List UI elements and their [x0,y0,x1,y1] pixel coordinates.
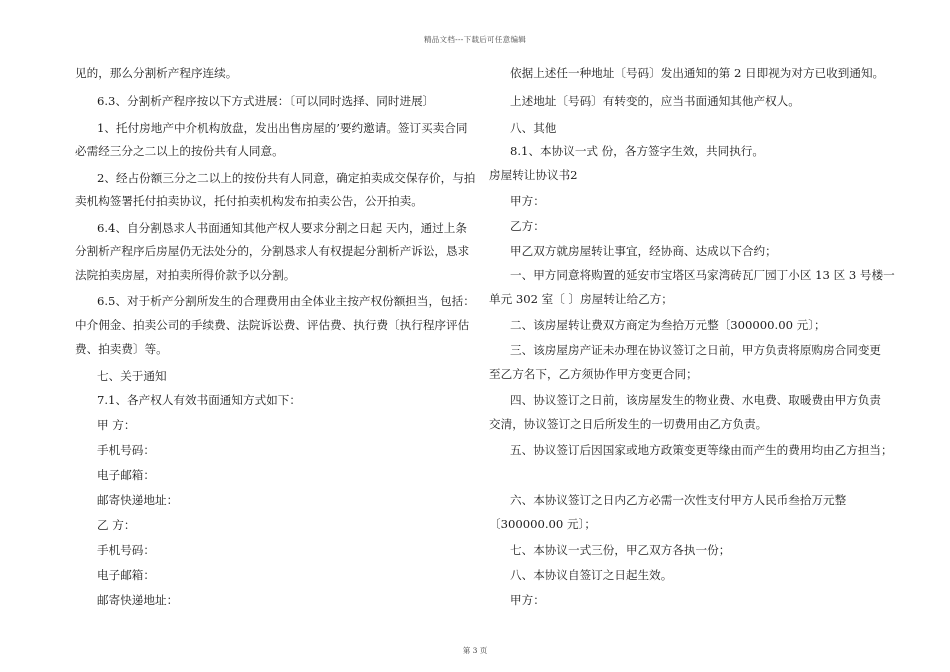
text-line: 费、拍卖费〕等。 [75,342,168,356]
text-line: 8.1、本协议一式 份，各方签字生效，共同执行。 [510,144,764,158]
text-line: 依据上述任一种地址〔号码〕发出通知的第 2 日即视为对方已收到通知。 [510,66,885,80]
text-line: 手机号码： [97,543,155,557]
text-line: 必需经三分之二以上的按份共有人同意。 [75,144,284,158]
text-line: 法院拍卖房屋，对拍卖所得价款予以分割。 [75,268,296,282]
text-line: 三、该房屋房产证未办理在协议签订之日前，甲方负责将原购房合同变更 [510,343,882,357]
text-line: 手机号码： [97,443,155,457]
text-line: 2、经占份额三分之二以上的按份共有人同意，确定拍卖成交保存价，与拍 [97,171,476,185]
text-line: 乙方： [510,219,545,233]
text-line: 卖机构签署托付拍卖协议，托付拍卖机构发布拍卖公告，公开拍卖。 [75,194,423,208]
text-line: 甲 方： [97,418,136,432]
text-line: 六、本协议签订之日内乙方必需一次性支付甲方人民币叁拾万元整 [510,493,847,507]
text-line: 6.5、对于析产分割所发生的合理费用由全体业主按产权份额担当，包括： [97,294,475,308]
text-line: 邮寄快递地址： [97,493,179,507]
text-line: 甲方： [510,593,545,607]
page-header: 精品文档---下载后可任意编辑 [423,35,527,44]
text-line: 八、本协议自签订之日起生效。 [510,568,673,582]
text-line: 房屋转让协议书2 [489,168,578,182]
text-line: 八、其他 [510,121,557,135]
text-line: 1、托付房地产中介机构放盘，发出出售房屋的’要约邀请。签订买卖合同 [97,121,468,135]
text-line: 甲乙双方就房屋转让事宜，经协商、达成以下合约； [510,244,777,258]
page-footer: 第 3 页 [462,646,488,655]
text-line: 〔300000.00 元〕； [489,517,596,531]
text-line: 至乙方名下，乙方须协作甲方变更合同； [489,367,698,381]
text-line: 电子邮箱： [97,568,155,582]
text-line: 五、协议签订后因国家或地方政策变更等缘由而产生的费用均由乙方担当； [510,443,893,457]
text-line: 乙 方： [97,518,136,532]
text-line: 甲方： [510,194,545,208]
text-line: 7.1、各产权人有效书面通知方式如下： [97,393,301,407]
text-line: 上述地址〔号码〕有转变的，应当书面通知其他产权人。 [510,94,800,108]
text-line: 七、关于通知 [97,369,167,383]
text-line: 中介佣金、拍卖公司的手续费、法院诉讼费、评估费、执行费〔执行程序评估 [75,318,470,332]
text-line: 邮寄快递地址： [97,593,179,607]
text-line: 电子邮箱： [97,468,155,482]
text-line: 交清，协议签订之日后所发生的一切费用由乙方负责。 [489,417,768,431]
text-line: 见的，那么分割析产程序连续。 [75,66,238,80]
text-line: 分割析产程序后房屋仍无法处分的，分割恳求人有权提起分割析产诉讼，恳求 [75,244,470,258]
text-line: 七、本协议一式三份，甲乙双方各执一份； [510,543,731,557]
text-line: 二、该房屋转让费双方商定为叁拾万元整〔300000.00 元〕； [510,318,826,332]
text-line: 四、协议签订之日前，该房屋发生的物业费、水电费、取暖费由甲方负责 [510,393,882,407]
text-line: 单元 302 室〔 〕房屋转让给乙方； [489,292,673,306]
text-line: 一、甲方同意将购置的延安市宝塔区马家湾砖瓦厂园丁小区 13 区 3 号楼一 [510,268,895,282]
text-line: 6.3、分割析产程序按以下方式进展：〔可以同时选择、同时进展〕 [97,94,435,108]
text-line: 6.4、自分割恳求人书面通知其他产权人要求分割之日起 天内，通过上条 [97,221,467,235]
